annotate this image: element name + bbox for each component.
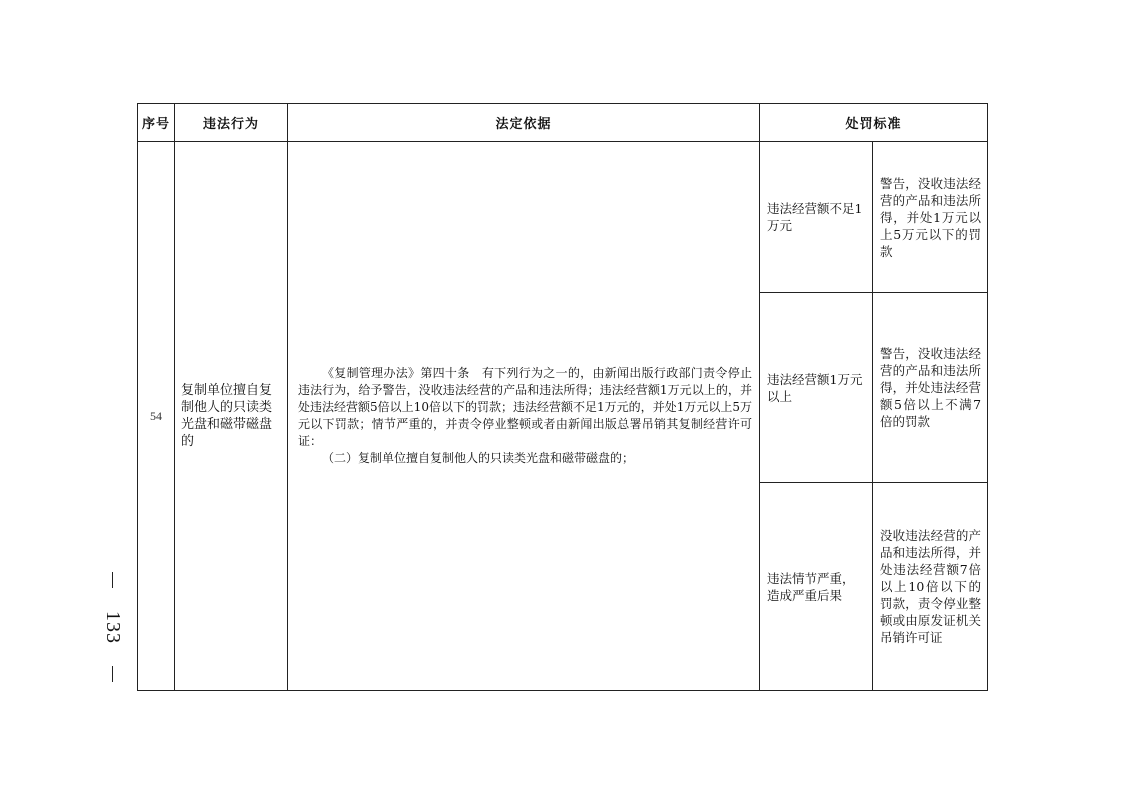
penalty-condition: 违法情节严重，造成严重后果 (760, 483, 873, 691)
row-seq: 54 (138, 142, 175, 691)
header-row (138, 104, 988, 142)
table-row (138, 142, 988, 293)
penalty-standard: 没收违法经营的产品和违法所得，并处违法经营额7倍以上10倍以下的罚款，责令停业整顿或由原发证机关吊销许可证 (873, 483, 988, 691)
penalty-table (137, 103, 988, 691)
page-number (92, 572, 132, 682)
penalty-condition: 违法经营额不足1万元 (760, 142, 873, 293)
header-seq: 序号 (138, 104, 175, 142)
header-act: 违法行为 (175, 104, 288, 142)
legal-basis-item: （二）复制单位擅自复制他人的只读类光盘和磁带磁盘的； (322, 451, 635, 465)
header-basis: 法定依据 (288, 104, 760, 142)
page-number-dash-top (112, 572, 113, 588)
row-legal-basis (288, 142, 760, 691)
page-number-dash-bottom (112, 666, 113, 682)
page-number-text: 133 (101, 610, 124, 644)
penalty-condition: 违法经营额1万元以上 (760, 293, 873, 483)
penalty-standard: 警告，没收违法经营的产品和违法所得，并处违法经营额5倍以上不满7倍的罚款 (873, 293, 988, 483)
penalty-standard: 警告，没收违法经营的产品和违法所得，并处1万元以上5万元以下的罚款 (873, 142, 988, 293)
legal-basis-article: 《复制管理办法》第四十条 有下列行为之一的，由新闻出版行政部门责令停止违法行为，给予警告，没收违法经营的产品和违法所得；违法经营额1万元以上的，并处违法经营额5倍以上10倍以下的罚款；违法经营额不足1万元的，并处1万元以上5万元以下罚款；情节严重的，并责令停业整顿或者由新闻出版总署吊销其复制经营许可证： (298, 366, 752, 448)
header-standard: 处罚标准 (760, 104, 988, 142)
row-violation: 复制单位擅自复制他人的只读类光盘和磁带磁盘的 (175, 142, 288, 691)
